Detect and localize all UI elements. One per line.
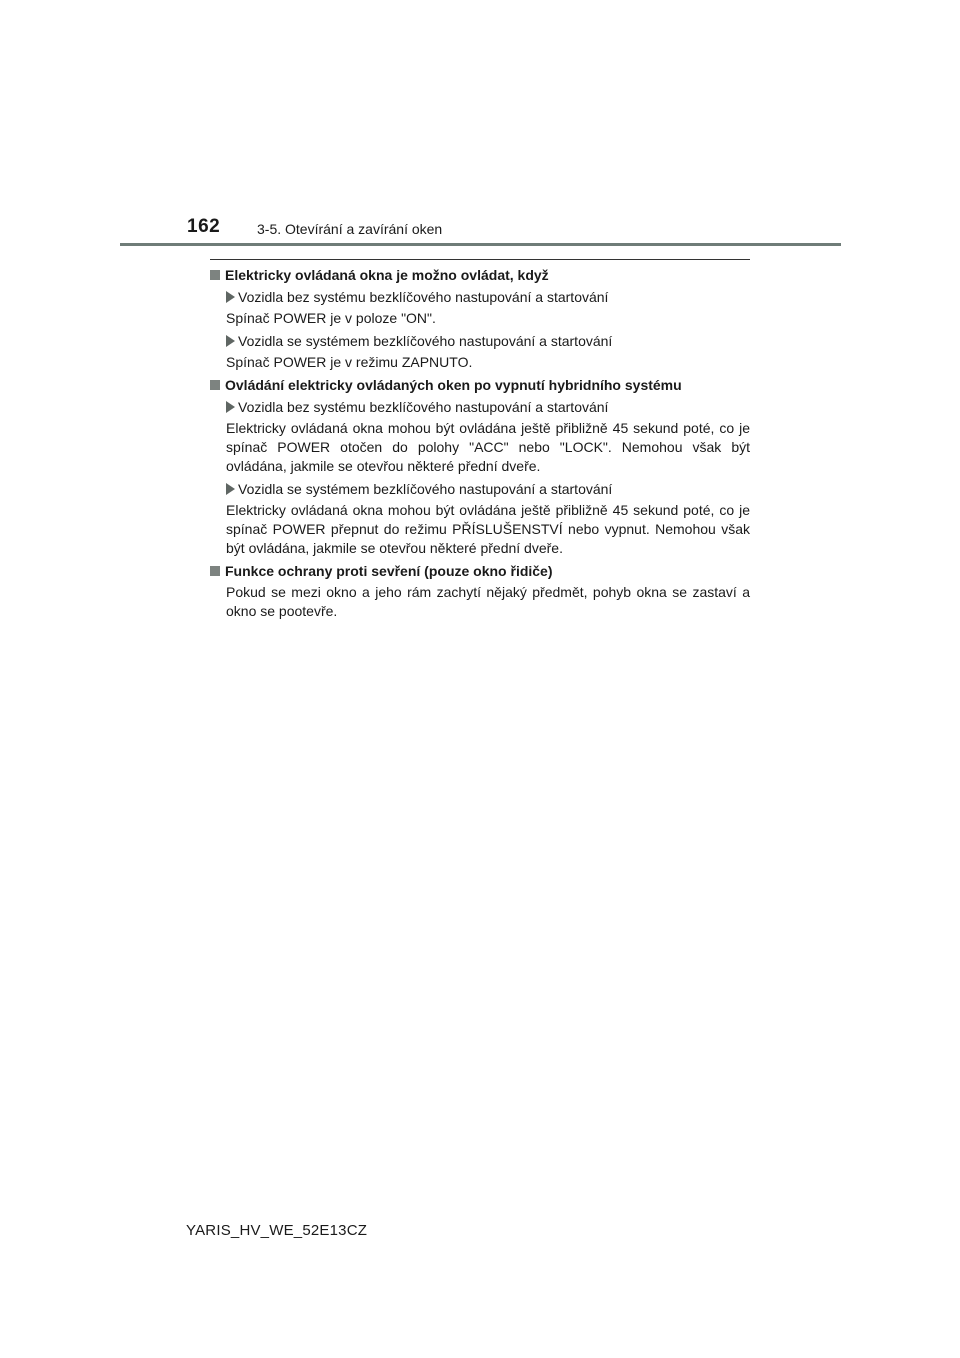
triangle-bullet-icon — [226, 483, 235, 495]
body-paragraph: Pokud se mezi okno a jeho rám zachytí nějaký předmět, pohyb okna se zastaví a okno se pootevře. — [226, 584, 750, 619]
condition-text: Vozidla se systémem bezklíčového nastupování a startování — [238, 333, 613, 349]
page-number: 162 — [187, 216, 221, 237]
body-paragraph: Spínač POWER je v poloze "ON". — [226, 310, 436, 326]
condition-text: Vozidla bez systému bezklíčového nastupování a startování — [238, 399, 609, 415]
section-heading-text: Ovládání elektricky ovládaných oken po vypnutí hybridního systému — [225, 377, 682, 393]
square-bullet-icon — [210, 566, 220, 576]
section-title: 3-5. Otevírání a zavírání oken — [257, 221, 443, 237]
section-heading — [210, 265, 750, 285]
body-paragraph: Spínač POWER je v režimu ZAPNUTO. — [226, 354, 473, 370]
condition-text: Vozidla se systémem bezklíčového nastupování a startování — [238, 481, 613, 497]
section-heading — [210, 561, 750, 581]
body-paragraph: Elektricky ovládaná okna mohou být ovládána ještě přibližně 45 sekund poté, co je spínač POWER přepnut do režimu PŘÍSLUŠENSTVÍ nebo vypnut. Nemohou však být ovládána, jakmile se otevřou některé přední dveře. — [226, 502, 750, 556]
condition-line — [210, 331, 750, 351]
condition-line — [210, 397, 750, 417]
document-code: YARIS_HV_WE_52E13CZ — [186, 1222, 368, 1239]
square-bullet-icon — [210, 380, 220, 390]
body-paragraph: Elektricky ovládaná okna mohou být ovládána ještě přibližně 45 sekund poté, co je spínač POWER otočen do polohy "ACC" nebo "LOCK". Nemohou však být ovládána, jakmile se otevřou některé přední dveře. — [226, 420, 750, 474]
condition-line — [210, 287, 750, 307]
content-area — [210, 259, 750, 624]
content-top-rule — [210, 259, 750, 260]
section-heading-text: Funkce ochrany proti sevření (pouze okno řidiče) — [225, 563, 553, 579]
square-bullet-icon — [210, 270, 220, 280]
section-heading — [210, 375, 750, 395]
condition-text: Vozidla bez systému bezklíčového nastupování a startování — [238, 289, 609, 305]
triangle-bullet-icon — [226, 291, 235, 303]
condition-line — [210, 479, 750, 499]
header-rule — [120, 243, 841, 246]
triangle-bullet-icon — [226, 335, 235, 347]
section-heading-text: Elektricky ovládaná okna je možno ovládat, když — [225, 267, 549, 283]
triangle-bullet-icon — [226, 401, 235, 413]
